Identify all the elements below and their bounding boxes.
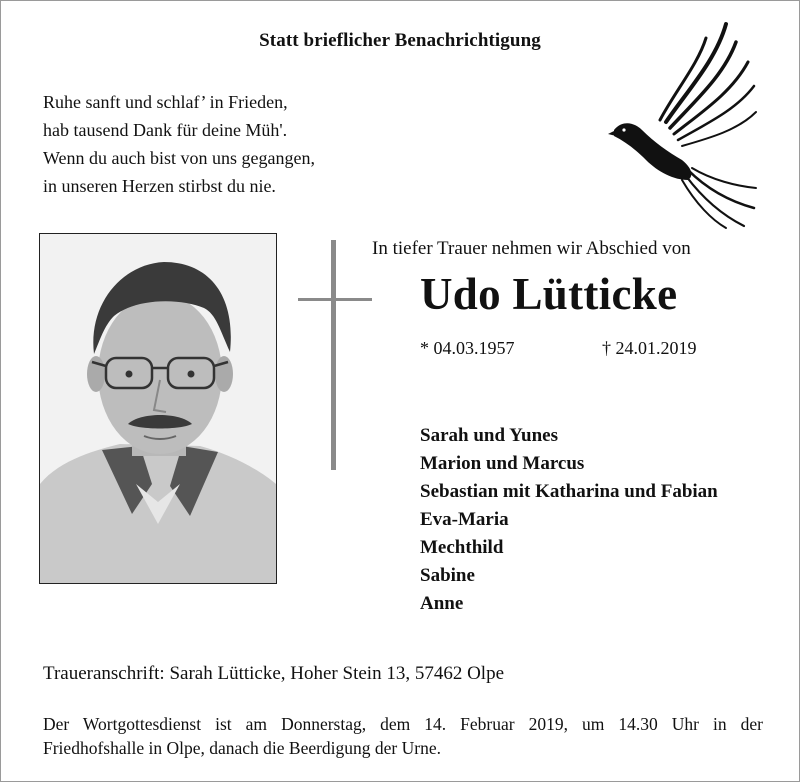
- mourner: Marion und Marcus: [420, 453, 585, 474]
- mourner: Anne: [420, 593, 464, 614]
- mourner: Mechthild: [420, 537, 504, 558]
- service-line: Der Wortgottesdienst ist am Donnerstag, dem 14. Februar 2019, um 14.30 Uhr in der: [43, 714, 763, 734]
- poem: [43, 88, 315, 200]
- mourner: Sarah und Yunes: [420, 425, 559, 446]
- notice-header: Statt brieflicher Benachrichtigung: [259, 30, 541, 51]
- mourners-list: [420, 422, 718, 618]
- portrait-photo: [39, 233, 277, 584]
- poem-line: hab tausend Dank für deine Müh'.: [43, 120, 288, 140]
- birth-date: * 04.03.1957: [420, 338, 515, 358]
- death-date: † 24.01.2019: [602, 338, 697, 358]
- poem-line: Wenn du auch bist von uns gegangen,: [43, 148, 315, 168]
- poem-line: Ruhe sanft und schlaf’ in Frieden,: [43, 92, 288, 112]
- cross-icon: [298, 240, 374, 470]
- service-line: Friedhofshalle in Olpe, danach die Beerdigung der Urne.: [43, 738, 441, 758]
- mourning-address: Traueranschrift: Sarah Lütticke, Hoher Stein 13, 57462 Olpe: [43, 663, 505, 684]
- service-info: [43, 712, 763, 760]
- poem-line: in unseren Herzen stirbst du nie.: [43, 176, 276, 196]
- deceased-name: Udo Lütticke: [420, 269, 678, 319]
- dove-icon: [608, 20, 758, 230]
- mourner: Eva-Maria: [420, 509, 509, 530]
- mourner: Sabine: [420, 565, 475, 586]
- intro-text: In tiefer Trauer nehmen wir Abschied von: [372, 238, 691, 259]
- mourner: Sebastian mit Katharina und Fabian: [420, 481, 718, 502]
